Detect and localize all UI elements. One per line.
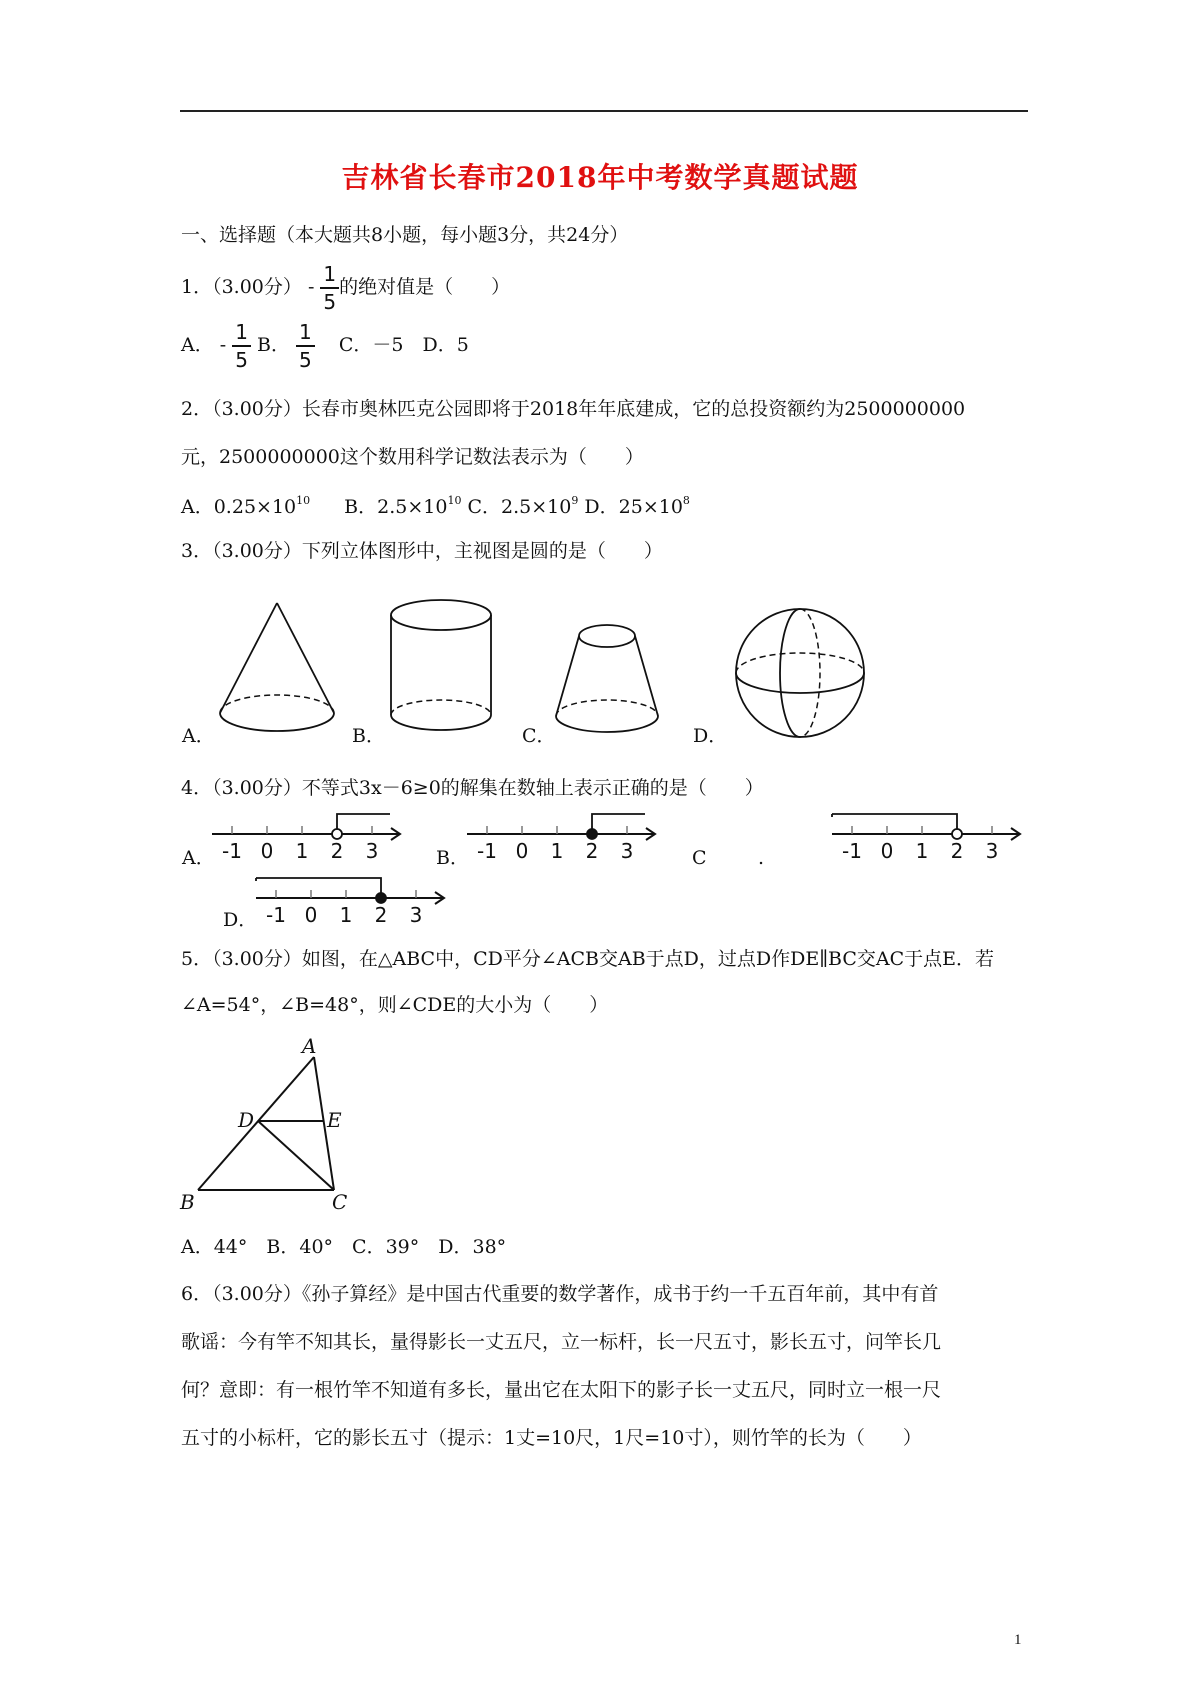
solution-ray [337, 814, 390, 830]
question-6-line-3: 何？意即：有一根竹竿不知道有多长，量出它在太阳下的影子长一丈五尺，同时立一根一尺 [181, 1379, 942, 1401]
q1-fraction [320, 264, 339, 312]
q1-prefix: 1．（3.00分） [181, 276, 302, 298]
tick-label: -1 [222, 839, 242, 863]
tick-label: 1 [915, 839, 929, 863]
q4-label-d: D． [223, 909, 258, 931]
number-line-a [212, 808, 402, 868]
q1-fraction-denominator: 5 [323, 290, 337, 314]
frustum-figure [550, 620, 665, 740]
q2-option-c-exponent: 9 [571, 494, 579, 507]
question-4: 4．（3.00分）不等式3x－6≥0的解集在数轴上表示正确的是（ ） [181, 777, 764, 799]
q1-option-b-label: B． [257, 334, 290, 356]
q1-option-b-denominator: 5 [299, 348, 312, 372]
question-6-line-1: 6．（3.00分）《孙子算经》是中国古代重要的数学著作，成书于约一千五百年前，其中有首 [181, 1283, 939, 1305]
tick-label: 3 [985, 839, 999, 863]
sphere-figure [730, 603, 870, 743]
tick-label: 3 [409, 903, 423, 927]
tick-label: 1 [550, 839, 564, 863]
q2-option-d: D．25×10 [584, 496, 683, 518]
q3-label-c: C． [522, 725, 556, 747]
solution-ray [256, 878, 381, 894]
q2-options [181, 495, 690, 517]
q1-option-a-numerator: 1 [232, 322, 251, 347]
q2-option-b: B．2.5×10 [344, 496, 448, 518]
q4-label-c: C [692, 847, 707, 869]
tick-label: -1 [842, 839, 862, 863]
tick-label: 0 [515, 839, 529, 863]
q1-fraction-numerator: 1 [320, 264, 339, 289]
header-rule [180, 110, 1028, 112]
tick-label: 0 [304, 903, 318, 927]
q3-label-d: D． [693, 725, 728, 747]
q5-options: A．44° B．40° C．39° D．38° [181, 1236, 507, 1258]
tick-label: 0 [260, 839, 274, 863]
q1-options [181, 322, 469, 370]
q2-option-d-exponent: 8 [682, 494, 690, 507]
q2-option-c: C．2.5×10 [467, 496, 572, 518]
q2-option-b-exponent: 10 [447, 494, 462, 507]
q1-option-a-fraction [232, 322, 251, 370]
question-1 [181, 264, 510, 312]
question-3: 3．（3.00分）下列立体图形中，主视图是圆的是（ ） [181, 540, 663, 562]
question-2-line-1: 2．（3.00分）长春市奥林匹克公园即将于2018年年底建成，它的总投资额约为2500000000 [181, 398, 966, 420]
tick-label: -1 [477, 839, 497, 863]
question-6-line-4: 五寸的小标杆，它的影长五寸（提示：1丈=10尺，1尺=10寸），则竹竿的长为（ ） [181, 1427, 922, 1449]
page-title: 吉林省长春市2018年中考数学真题试题 [341, 161, 859, 194]
point-label-c: C [332, 1190, 348, 1214]
page-number: 1 [1014, 1632, 1022, 1648]
q4-label-a: A． [182, 847, 215, 869]
q2-option-a: A．0.25×10 [181, 496, 297, 518]
open-endpoint [332, 829, 342, 839]
q4-label-b: B． [436, 847, 469, 869]
tick-label: 2 [950, 839, 964, 863]
q1-options-c-d: C．－5 D．5 [338, 334, 469, 356]
q1-option-b-numerator: 1 [296, 322, 315, 347]
point-label-a: A [302, 1034, 317, 1058]
tick-label: 2 [330, 839, 344, 863]
number-line-c [832, 808, 1022, 868]
question-5-line-2: ∠A=54°，∠B=48°，则∠CDE的大小为（ ） [181, 994, 609, 1016]
tick-label: 1 [339, 903, 353, 927]
segment-ab [198, 1057, 314, 1190]
segment-cd [258, 1121, 334, 1190]
q1-option-a-label: A． [181, 334, 214, 356]
q1-option-b-fraction [296, 322, 315, 370]
tick-label: 0 [880, 839, 894, 863]
question-6-line-2: 歌谣：今有竿不知其长，量得影长一丈五尺，立一标杆，长一尺五寸，影长五寸，问竿长几 [181, 1331, 942, 1353]
point-label-b: B [180, 1190, 195, 1214]
cylinder-figure [386, 597, 496, 742]
point-label-e: E [327, 1108, 342, 1132]
tick-label: 3 [620, 839, 634, 863]
q1-option-a-neg: - [219, 334, 227, 356]
tick-label: 2 [585, 839, 599, 863]
solution-ray [832, 814, 957, 830]
number-line-d [256, 872, 446, 932]
q1-neg-sign: - [307, 276, 315, 298]
cone-figure [212, 598, 342, 738]
point-label-d: D [238, 1108, 255, 1132]
question-5-line-1: 5．（3.00分）如图，在△ABC中，CD平分∠ACB交AB于点D，过点D作DE∥BC交AC于点E．若 [181, 948, 995, 970]
tick-label: 1 [295, 839, 309, 863]
closed-endpoint [376, 893, 386, 903]
q3-label-b: B． [352, 725, 385, 747]
closed-endpoint [587, 829, 597, 839]
tick-label: 3 [365, 839, 379, 863]
question-2-line-2: 元，2500000000这个数用科学记数法表示为（ ） [181, 446, 644, 468]
q3-label-a: A． [182, 725, 215, 747]
open-endpoint [952, 829, 962, 839]
q1-option-a-denominator: 5 [235, 348, 248, 372]
triangle-figure [180, 1034, 360, 1214]
q4-label-dot: . [758, 847, 765, 869]
number-line-b [467, 808, 657, 868]
q1-stem-suffix: 的绝对值是（ ） [339, 276, 511, 298]
tick-label: 2 [374, 903, 388, 927]
solution-ray [592, 814, 645, 830]
section-heading: 一、选择题（本大题共8小题，每小题3分，共24分） [181, 224, 629, 246]
q2-option-a-exponent: 10 [296, 494, 311, 507]
tick-label: -1 [266, 903, 286, 927]
